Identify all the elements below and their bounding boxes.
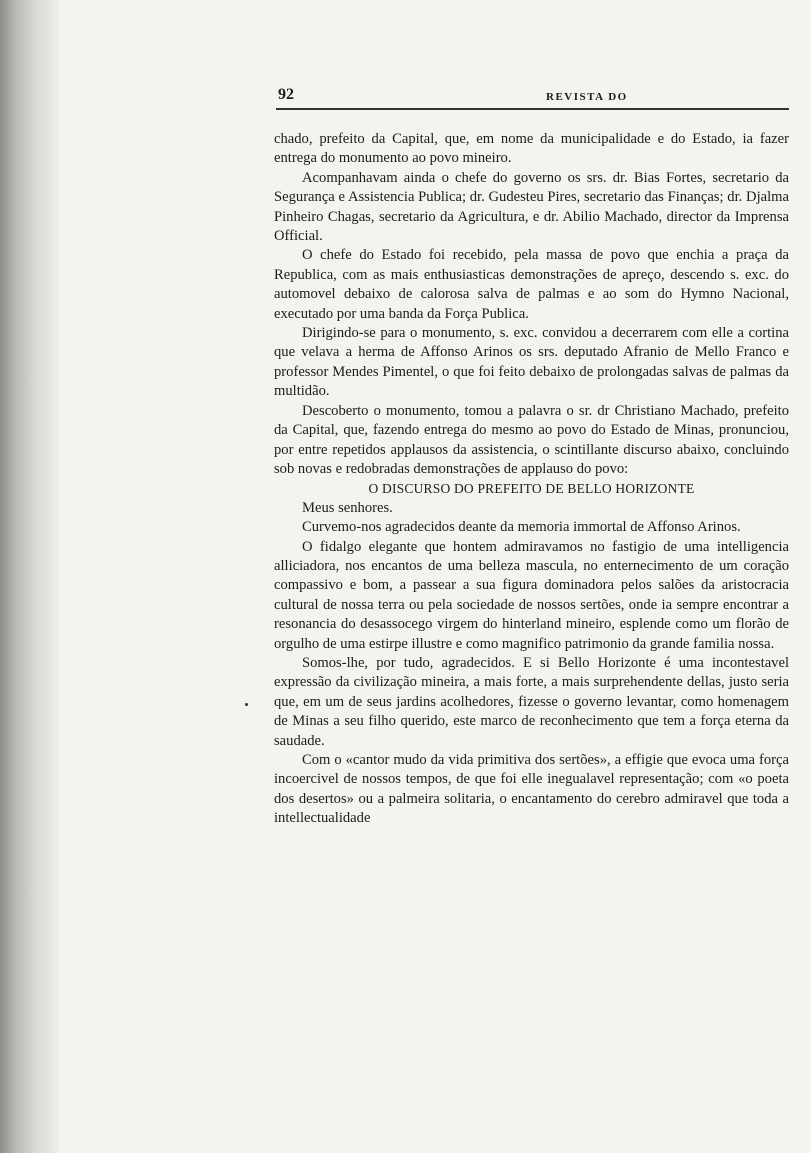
paragraph-2: Acompanhavam ainda o chefe do governo os srs. dr. Bias Fortes, secretario da Segurança e Assistencia Publica; dr. Gudesteu Pires, secretario das Finanças; dr. Djalma Pinheiro Chagas, secretario da Agricultura, e dr. Abilio Machado, director da Imprensa Official. [274, 169, 789, 245]
paragraph-1: chado, prefeito da Capital, que, em nome da municipalidade e do Estado, ia fazer entrega do monumento ao povo mineiro. [274, 131, 789, 167]
section-heading: O DISCURSO DO PREFEITO DE BELLO HORIZONTE [368, 481, 695, 497]
speech-salutation: Meus senhores. [302, 499, 393, 516]
paragraph-3: O chefe do Estado foi recebido, pela massa de povo que enchia a praça da Republica, com as mais enthusiasticas demonstrações de apreço, descendo s. exc. do automovel debaixo de calorosa salva de palmas e ao som do Hymno Nacional, executado por uma banda da Força Publica. [274, 247, 789, 322]
header-title: REVISTA DO [546, 91, 628, 103]
speech-paragraph-1: Curvemo-nos agradecidos deante da memoria immortal de Affonso Arinos. [302, 519, 741, 536]
header-rule [276, 108, 789, 110]
stray-mark [245, 703, 248, 706]
book-page [58, 0, 811, 1153]
running-header [278, 86, 788, 108]
binding-shadow [0, 0, 58, 1153]
speech-paragraph-2: O fidalgo elegante que hontem admiravamos no fastigio de uma intelligencia alliciadora, nos encantos de uma belleza mascula, no enternecimento de um coração compassivo e bom, a passear a sua figura dominadora pelos salões da aristocracia cultural de nossa terra ou pela sociedade de nossos sertões, onde ia sempre encontrar a resonancia do desassocego virgem do hinterland mineiro, esplende como um florão de orgulho de uma estirpe illustre e como magnifico patrimonio da grande familia nossa. [274, 538, 789, 652]
speech-paragraph-3: Somos-lhe, por tudo, agradecidos. E si Bello Horizonte é uma incontestavel expressão da civilização mineira, a mais forte, a mais surprehendente dellas, justo seria que, em um de seus jardins acolhedores, fizesse o governo levantar, como homenagem de Minas a seu filho querido, este marco de reconhecimento que tem a força eterna da saudade. [274, 654, 789, 749]
body-text [274, 130, 789, 829]
paragraph-4: Dirigindo-se para o monumento, s. exc. convidou a decerrarem com elle a cortina que velava a herma de Affonso Arinos os srs. deputado Afranio de Mello Franco e professor Mendes Pimentel, o que foi feito debaixo de prolongadas salvas de palmas da multidão. [274, 325, 789, 400]
paragraph-5: Descoberto o monumento, tomou a palavra o sr. dr Christiano Machado, prefeito da Capital, que, fazendo entrega do mesmo ao povo do Estado de Minas, pronunciou, por entre repetidos applausos da assistencia, o scintillante discurso abaixo, concluindo sob novas e redobradas demonstrações de applauso do povo: [274, 402, 789, 477]
speech-paragraph-4: Com o «cantor mudo da vida primitiva dos sertões», a effigie que evoca uma força incoercivel de nossos tempos, de que foi elle inegualavel representação; com «o poeta dos desertos» ou a palmeira solitaria, o encantamento do cerebro admiravel que toda a intellectualidade [274, 752, 789, 827]
page-number: 92 [278, 86, 294, 103]
